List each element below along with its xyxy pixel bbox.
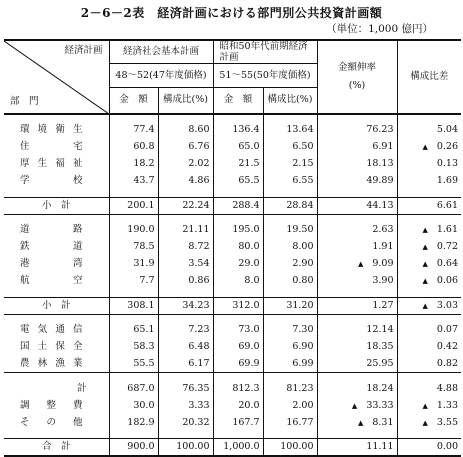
growth-cell [317,256,397,273]
amount-1-cell-value: 687.0 [127,382,155,394]
ratio-2-cell-value: 16.77 [286,416,314,428]
table-body [4,40,461,456]
ratio-1-cell-value: 3.33 [188,399,210,411]
diff-cell [397,322,461,339]
amount-2-cell-value: 1,000.0 [223,440,260,452]
growth-cell [317,156,397,173]
growth-cell [317,197,397,214]
amount-1-cell-value: 58.3 [133,341,155,352]
diff-cell [397,239,461,256]
ratio-1-cell [158,156,213,173]
amount-2-cell [213,397,263,414]
diff-cell-value: 1.69 [436,175,459,186]
table-row [4,273,461,290]
amount-2-cell [213,122,263,139]
ratio-header-1: 構成比(%) [158,88,213,114]
growth-cell [317,222,397,239]
row-label-value: 環境衛生 [20,124,83,135]
ratio-2-cell-value: 81.23 [286,382,314,394]
negative-mark: ▲ [422,260,428,268]
growth-cell [317,356,397,373]
ratio-1-cell [158,139,213,156]
ratio-1-cell [158,339,213,356]
ratio-1-cell-value: 6.76 [188,141,210,152]
amount-1-cell-value: 308.1 [127,299,155,311]
corner-top-label: 経済計画 [64,45,103,56]
row-label [4,156,109,173]
amount-2-cell [213,197,263,214]
ratio-1-cell [158,173,213,190]
negative-mark: ▲ [422,418,428,427]
table-row [4,139,461,156]
negative-mark: ▲ [351,401,358,410]
ratio-2-cell [263,397,317,414]
amount-2-cell [213,380,263,397]
row-label [4,322,109,339]
amount-1-cell [109,297,158,314]
growth-cell-value: 12.14 [366,324,394,335]
negative-mark: ▲ [422,143,428,151]
amount-1-cell-value: 31.9 [133,258,155,269]
diff-cell-value: 0.42 [436,341,459,352]
row-label-value: 学 校 [20,175,83,186]
table-row [4,339,461,356]
diff-header: 構成比差 [397,40,461,114]
negative-mark: ▲ [422,243,428,251]
growth-cell [317,380,397,397]
amount-1-cell-value: 18.2 [133,158,155,169]
growth-cell [317,297,397,314]
table-row [4,439,461,456]
diff-cell [397,222,461,239]
diff-cell-value: 0.00 [436,440,459,452]
row-label-value: 航 空 [20,275,83,286]
diff-cell-value: 0.07 [436,324,459,335]
amount-2-cell [213,439,263,456]
diff-cell [397,397,461,414]
plan2-period: 51〜55(50年度価格) [213,64,317,88]
negative-mark: ▲ [357,418,364,427]
ratio-1-cell-value: 4.86 [188,175,210,186]
row-label [4,197,109,214]
amount-2-cell-value: 812.3 [232,382,260,394]
growth-cell-value: 9.09 [372,258,394,269]
growth-header-label: 金額伸率 [338,61,377,73]
amount-1-cell-value: 900.0 [127,440,155,452]
ratio-2-cell-value: 31.20 [286,299,314,311]
row-label-value: 小 計 [41,199,71,211]
amount-2-cell [213,256,263,273]
ratio-2-cell [263,322,317,339]
amount-1-cell-value: 60.8 [133,141,155,152]
amount-2-cell-value: 80.0 [238,241,260,252]
amount-2-cell [213,297,263,314]
growth-cell-value: 44.13 [366,199,394,211]
row-label [4,380,109,397]
diff-cell-value: 0.82 [436,357,459,369]
growth-cell-value: 25.95 [366,357,394,369]
diff-cell [397,173,461,190]
row-label-value: 計 [76,382,87,394]
diff-cell-value: 0.13 [436,158,459,169]
growth-cell-value: 2.63 [372,224,394,235]
amount-1-cell [109,256,158,273]
negative-mark: ▲ [422,301,428,310]
table-row [4,414,461,431]
table-row [4,322,461,339]
row-label [4,439,109,456]
table-row [4,197,461,214]
amount-2-cell [213,322,263,339]
diff-cell [397,197,461,214]
amount-1-cell [109,222,158,239]
ratio-1-cell [158,356,213,373]
diff-cell [397,380,461,397]
row-label-value: 国土保全 [20,341,83,352]
ratio-1-cell-value: 6.48 [188,341,210,352]
ratio-1-cell [158,273,213,290]
ratio-2-cell [263,122,317,139]
ratio-2-cell-value: 6.99 [292,357,314,369]
diff-cell-value: 1.61 [436,224,459,235]
ratio-1-cell [158,414,213,431]
table-row [4,156,461,173]
amount-1-cell-value: 30.0 [133,399,155,411]
amount-1-cell [109,439,158,456]
ratio-2-cell-value: 2.15 [292,158,314,169]
growth-cell-value: 6.91 [372,141,394,152]
table-row [4,122,461,139]
diff-cell [397,414,461,431]
diff-cell [397,356,461,373]
ratio-2-cell-value: 19.50 [286,224,314,235]
amount-2-cell [213,156,263,173]
amount-2-cell-value: 312.0 [232,299,260,311]
amount-2-cell [213,139,263,156]
amount-2-cell-value: 8.0 [244,275,260,286]
row-label-value: 厚生福祉 [20,158,83,169]
ratio-1-cell [158,322,213,339]
ratio-1-cell [158,439,213,456]
diff-cell-value: 4.88 [436,382,459,394]
diff-cell [397,439,461,456]
diff-cell-value: 6.61 [436,199,459,211]
amount-1-cell [109,339,158,356]
growth-cell-value: 3.90 [372,275,394,286]
table-row [4,239,461,256]
corner-bottom-label: 部 門 [10,95,39,107]
amount-2-cell-value: 65.0 [238,141,260,152]
growth-cell [317,339,397,356]
amount-2-cell-value: 65.5 [238,175,260,186]
ratio-1-cell-value: 6.17 [188,357,210,369]
ratio-2-cell [263,339,317,356]
ratio-1-cell [158,239,213,256]
ratio-1-cell-value: 2.02 [188,158,210,169]
ratio-2-cell [263,222,317,239]
growth-cell [317,414,397,431]
ratio-2-cell [263,256,317,273]
table-row [4,222,461,239]
growth-cell-value: 18.24 [366,382,394,394]
amount-2-cell-value: 69.0 [238,341,260,352]
diff-cell [397,256,461,273]
growth-cell-value: 1.91 [372,241,394,252]
negative-mark: ▲ [422,277,428,285]
ratio-2-cell-value: 6.90 [292,341,314,352]
row-label [4,414,109,431]
table-row [4,356,461,373]
ratio-1-cell-value: 20.32 [182,416,210,428]
ratio-1-cell [158,297,213,314]
amount-1-cell [109,173,158,190]
row-label-value: 鉄 道 [20,241,83,252]
amount-1-cell [109,197,158,214]
plan1-header: 経済社会基本計画 [109,40,213,64]
growth-cell [317,439,397,456]
ratio-2-cell [263,197,317,214]
row-label [4,356,109,373]
amount-2-cell [213,273,263,290]
row-label [4,339,109,356]
ratio-1-cell [158,380,213,397]
row-label [4,139,109,156]
amount-1-cell [109,139,158,156]
ratio-1-cell [158,397,213,414]
ratio-2-cell-value: 6.55 [292,175,314,186]
investment-table [4,39,461,457]
ratio-2-cell-value: 2.00 [292,399,314,411]
growth-cell-value: 1.27 [372,299,394,311]
amount-header-1: 金 額 [109,88,158,114]
ratio-2-cell-value: 7.30 [292,324,314,335]
amount-2-cell [213,356,263,373]
row-label [4,222,109,239]
negative-mark: ▲ [357,260,364,268]
growth-cell [317,139,397,156]
amount-2-cell-value: 29.0 [238,258,260,269]
row-label-value: 道 路 [20,224,83,235]
ratio-1-cell [158,256,213,273]
row-label [4,397,109,414]
diff-cell-value: 0.06 [436,275,459,286]
row-label-value: 小 計 [41,299,71,311]
amount-1-cell [109,397,158,414]
diff-cell [397,297,461,314]
growth-cell-value: 49.89 [366,175,394,186]
diff-cell-value: 0.64 [436,258,459,269]
amount-1-cell-value: 7.7 [139,275,155,286]
growth-cell-value: 11.11 [366,440,394,452]
amount-2-cell [213,222,263,239]
unit-label: （単位：1,000 億円） [326,23,433,35]
ratio-1-cell-value: 8.60 [188,124,210,135]
amount-1-cell-value: 200.1 [127,199,155,211]
ratio-1-cell-value: 0.86 [188,275,210,286]
diff-cell [397,139,461,156]
growth-cell-value: 8.31 [372,416,394,428]
amount-1-cell-value: 43.7 [133,175,155,186]
amount-1-cell-value: 65.1 [133,324,155,335]
ratio-2-cell [263,356,317,373]
ratio-1-cell [158,122,213,139]
ratio-2-cell [263,439,317,456]
growth-cell-value: 33.33 [366,399,394,411]
growth-cell [317,122,397,139]
row-label-value: 合 計 [41,440,71,452]
negative-mark: ▲ [422,226,428,234]
ratio-2-cell [263,414,317,431]
ratio-1-cell-value: 22.24 [182,199,210,211]
row-label-value: 住 宅 [20,141,83,152]
row-label [4,173,109,190]
ratio-1-cell-value: 3.54 [188,258,210,269]
negative-mark: ▲ [422,401,428,410]
diff-cell [397,339,461,356]
amount-2-cell [213,173,263,190]
ratio-2-cell-value: 0.80 [292,275,314,286]
ratio-2-cell-value: 13.64 [286,124,314,135]
growth-cell-value: 18.13 [366,158,394,169]
ratio-header-2: 構成比(%) [263,88,317,114]
ratio-1-cell [158,222,213,239]
growth-cell [317,397,397,414]
row-label-value: 調整費 [20,399,83,411]
ratio-2-cell-value: 2.90 [292,258,314,269]
ratio-2-cell-value: 28.84 [286,199,314,211]
row-label-value: 港 湾 [20,258,83,269]
row-label [4,273,109,290]
ratio-1-cell [158,197,213,214]
ratio-1-cell-value: 7.23 [188,324,210,335]
amount-1-cell [109,356,158,373]
diff-cell-value: 0.26 [436,141,459,152]
row-label [4,256,109,273]
diff-cell-value: 3.03 [436,299,459,311]
amount-2-cell-value: 73.0 [238,324,260,335]
ratio-2-cell-value: 6.50 [292,141,314,152]
diff-cell-value: 3.55 [436,416,459,428]
corner-header [4,40,109,114]
row-label-value: 農林漁業 [20,357,83,369]
amount-2-cell-value: 136.4 [232,124,260,135]
plan2-header: 昭和50年代前期経済計画 [213,40,317,64]
amount-2-cell-value: 21.5 [238,158,260,169]
diff-cell-value: 5.04 [436,124,459,135]
diff-cell [397,273,461,290]
row-label [4,239,109,256]
ratio-2-cell [263,239,317,256]
table-row [4,173,461,190]
ratio-2-cell [263,139,317,156]
amount-2-cell-value: 167.7 [232,416,260,428]
amount-1-cell [109,156,158,173]
growth-cell [317,273,397,290]
ratio-1-cell-value: 21.11 [182,224,210,235]
ratio-2-cell [263,297,317,314]
amount-2-cell [213,239,263,256]
growth-cell [317,239,397,256]
table-title: 2－6－2表 経済計画における部門別公共投資計画額 [80,6,383,20]
amount-1-cell-value: 78.5 [133,241,155,252]
ratio-2-cell-value: 100.00 [280,440,314,452]
ratio-1-cell-value: 76.35 [182,382,210,394]
growth-header [317,40,397,114]
ratio-1-cell-value: 34.23 [182,299,210,311]
diff-cell [397,122,461,139]
amount-1-cell-value: 190.0 [127,224,155,235]
growth-header-unit: (%) [348,79,366,91]
amount-2-cell [213,339,263,356]
ratio-1-cell-value: 8.72 [188,241,210,252]
ratio-2-cell [263,273,317,290]
ratio-2-cell-value: 8.00 [292,241,314,252]
amount-1-cell-value: 182.9 [127,416,155,428]
diff-cell-value: 1.33 [436,399,459,411]
amount-header-2: 金 額 [213,88,263,114]
plan1-period: 48〜52(47年度価格) [109,64,213,88]
amount-1-cell [109,273,158,290]
table-row [4,397,461,414]
amount-2-cell [213,414,263,431]
amount-1-cell-value: 55.5 [133,357,155,369]
row-label-value: その他 [20,416,83,428]
amount-1-cell-value: 77.4 [133,124,155,135]
amount-1-cell [109,380,158,397]
growth-cell [317,173,397,190]
ratio-1-cell-value: 100.00 [176,440,210,452]
amount-1-cell [109,122,158,139]
ratio-2-cell [263,156,317,173]
growth-cell [317,322,397,339]
amount-1-cell [109,414,158,431]
growth-cell-value: 76.23 [366,124,394,135]
diff-cell-value: 0.72 [436,241,459,252]
table-row [4,380,461,397]
amount-2-cell-value: 69.9 [238,357,260,369]
ratio-2-cell [263,173,317,190]
amount-1-cell [109,322,158,339]
row-label [4,297,109,314]
table-row [4,256,461,273]
row-label [4,122,109,139]
diff-cell [397,156,461,173]
amount-2-cell-value: 288.4 [232,199,260,211]
amount-1-cell [109,239,158,256]
ratio-2-cell [263,380,317,397]
row-label-value: 電気通信 [20,324,83,335]
growth-cell-value: 18.35 [366,341,394,352]
amount-2-cell-value: 195.0 [232,224,260,235]
table-row [4,297,461,314]
amount-2-cell-value: 20.0 [238,399,260,411]
